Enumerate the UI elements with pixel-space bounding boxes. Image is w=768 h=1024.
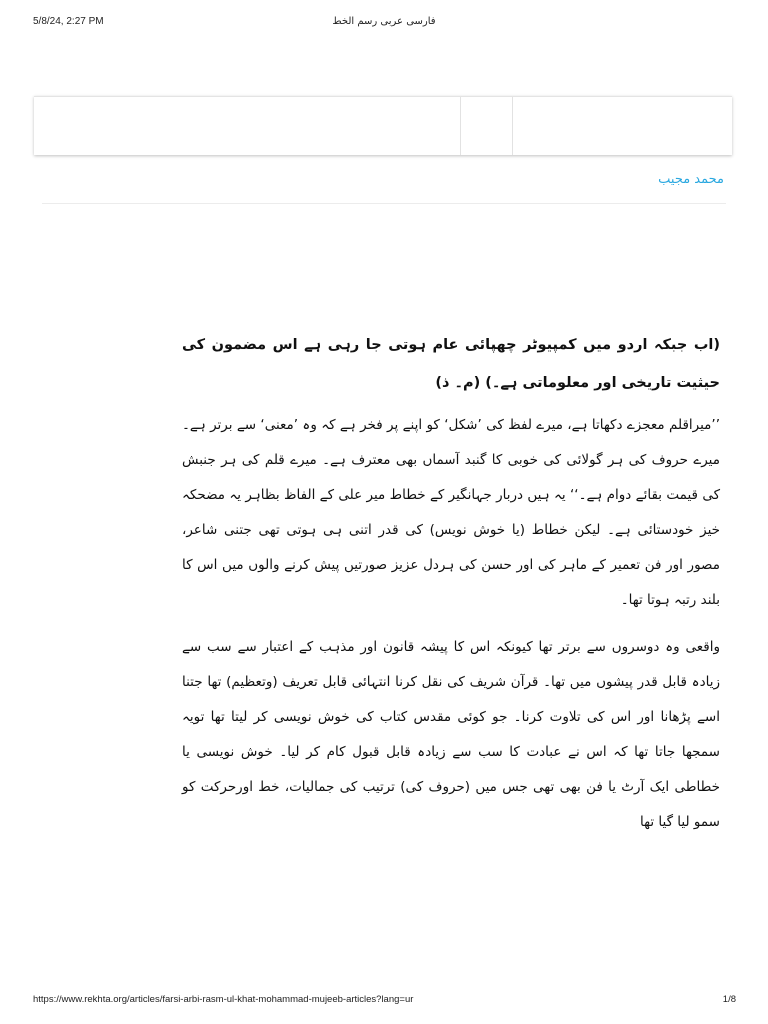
print-page-number: 1/8 — [722, 994, 736, 1005]
author-link[interactable]: محمد مجیب — [658, 172, 724, 187]
print-datetime: 5/8/24, 2:27 PM — [33, 16, 104, 27]
print-header — [0, 16, 768, 32]
article-body — [182, 326, 720, 852]
article-intro: (اب جبکہ اردو میں کمپیوٹر چھپائی عام ہوتی جا رہی ہے اس مضمون کی حیثیت تاریخی اور معلوماتی ہے۔) (م۔ ذ) — [182, 337, 720, 391]
navbar-divider — [460, 97, 461, 155]
site-navbar — [34, 96, 732, 155]
print-footer — [0, 994, 768, 1010]
article-paragraph: واقعی وہ دوسروں سے برتر تھا کیونکہ اس کا پیشہ قانون اور مذہب کے اعتبار سے سب سے زیادہ قابل قدر پیشوں میں تھا۔ قرآن شریف کی نقل کرنا انتہائی قابل تعریف (وتعظیم) تھا جتنا اسے پڑھانا اور اس کی تلاوت کرنا۔ جو کوئی مقدس کتاب کی خوش نویسی کر لیتا تھا تویہ سمجھا جاتا تھا کہ اس نے عبادت کا سب سے زیادہ قابل قبول کام کر لیا۔ خوش نویسی یا خطاطی ایک آرٹ یا فن بھی تھی جس میں (حروف کی) ترتیب کی جمالیات، خط اورحرکت کو سمو لیا گیا تھا — [182, 639, 720, 830]
print-page-title: فارسی عربی رسم الخط — [332, 16, 436, 27]
article-paragraph: ’’میراقلم معجزے دکھاتا ہے، میرے لفظ کی ’شکل‘ کو اپنے پر فخر ہے کہ وہ ’معنی‘ سے برتر ہے۔ میرے حروف کی ہر گولائی کی خوبی کا گنبد آسماں بھی معترف ہے۔ میرے قلم کی ہر جنبش کی قیمت بقائے دوام ہے۔‘‘ یہ ہیں دربار جہانگیر کے خطاط میر علی کے الفاظ بظاہر یہ مضحکہ خیز خودستائی ہے۔ لیکن خطاط (یا خوش نویس) کی قدر اتنی ہی ہوتی تھی جتنی شاعر، مصور اور فن تعمیر کے ماہر کی اور حسن کی ہردل عزیز صورتیں پیش کرنے والوں میں اس کا بلند رتبہ ہوتا تھا۔ — [182, 417, 720, 608]
navbar-divider — [512, 97, 513, 155]
print-url: https://www.rekhta.org/articles/farsi-arbi-rasm-ul-khat-mohammad-mujeeb-articles?lang=ur — [33, 994, 414, 1005]
author-divider — [42, 203, 726, 204]
